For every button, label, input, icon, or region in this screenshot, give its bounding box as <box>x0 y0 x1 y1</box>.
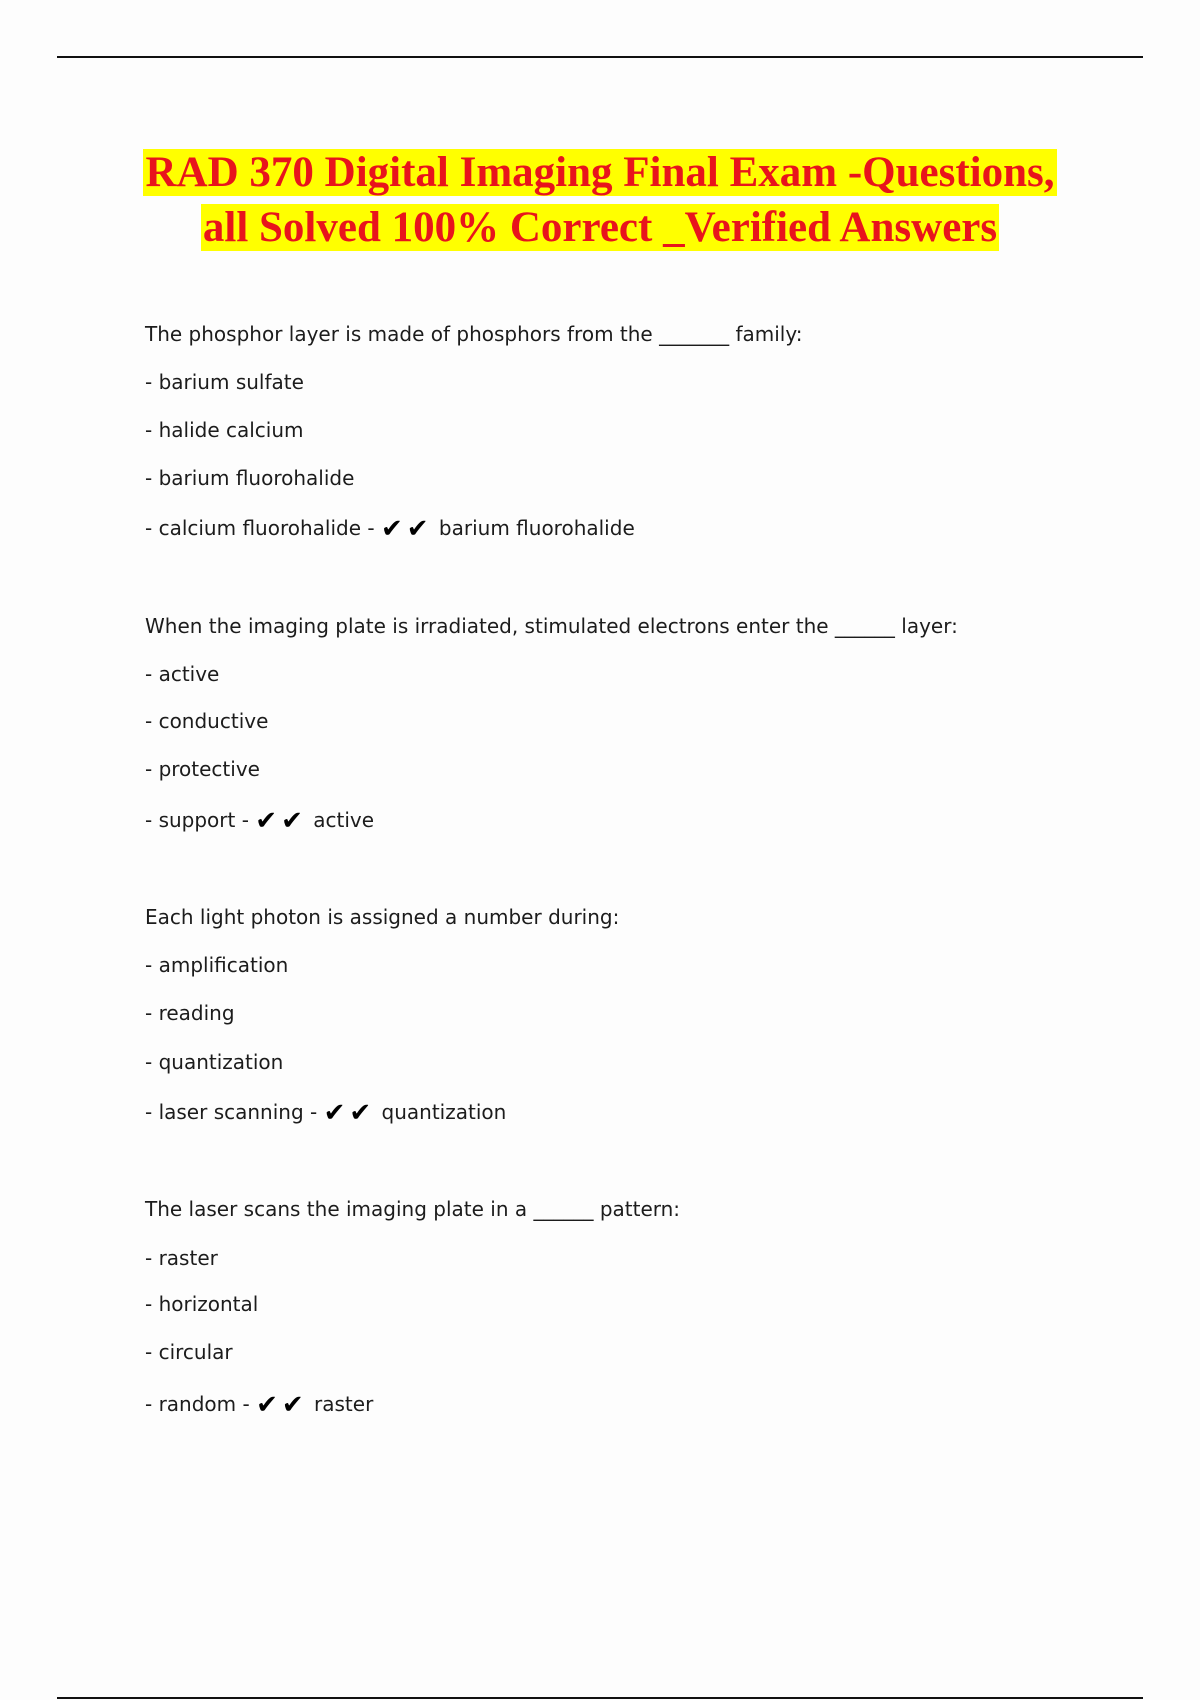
checkmark-icon: ✔ <box>380 514 403 544</box>
header-rule <box>57 56 1143 58</box>
answer-option: - conductive <box>145 709 269 733</box>
question-prompt: When the imaging plate is irradiated, stimulated electrons enter the ______ layer: <box>145 614 958 638</box>
answer-option: - horizontal <box>145 1292 259 1316</box>
answer-option: - active <box>145 662 220 686</box>
answer-option: - amplification <box>145 953 289 977</box>
correct-answer: raster <box>314 1392 374 1416</box>
answer-option: - random - <box>145 1392 250 1416</box>
question-prompt: The phosphor layer is made of phosphors from the _______ family: <box>145 322 803 346</box>
answer-option: - quantization <box>145 1050 284 1074</box>
question-prompt: Each light photon is assigned a number during: <box>145 905 620 929</box>
title-line-1: RAD 370 Digital Imaging Final Exam -Questions, <box>145 149 1055 196</box>
answer-line <box>145 1098 506 1127</box>
document-title <box>60 145 1140 255</box>
checkmark-icon: ✔ <box>255 806 278 836</box>
answer-option: - reading <box>145 1001 235 1025</box>
footer-rule <box>57 1697 1143 1699</box>
answer-line <box>145 806 374 835</box>
answer-option: - calcium fluorohalide - <box>145 516 375 540</box>
answer-option: - laser scanning - <box>145 1100 318 1124</box>
correct-answer: active <box>313 808 375 832</box>
checkmark-icon: ✔ <box>281 806 303 836</box>
answer-option: - raster <box>145 1246 218 1270</box>
checkmark-icon: ✔ <box>349 1098 372 1128</box>
question-prompt: The laser scans the imaging plate in a ______ pattern: <box>145 1197 681 1221</box>
correct-answer: barium fluorohalide <box>438 516 635 540</box>
checkmark-icon: ✔ <box>281 1390 304 1420</box>
checkmark-icon: ✔ <box>256 1390 278 1420</box>
correct-answer: quantization <box>381 1100 507 1124</box>
answer-line <box>145 514 635 543</box>
answer-option: - barium sulfate <box>145 370 304 394</box>
checkmark-icon: ✔ <box>406 514 429 544</box>
title-line-2: all Solved 100% Correct _Verified Answers <box>202 204 998 251</box>
answer-option: - circular <box>145 1340 233 1364</box>
answer-option: - protective <box>145 757 260 781</box>
answer-option: - support - <box>145 808 249 832</box>
answer-line <box>145 1390 373 1419</box>
checkmark-icon: ✔ <box>323 1098 346 1128</box>
answer-option: - halide calcium <box>145 418 304 442</box>
answer-option: - barium fluorohalide <box>145 466 355 490</box>
